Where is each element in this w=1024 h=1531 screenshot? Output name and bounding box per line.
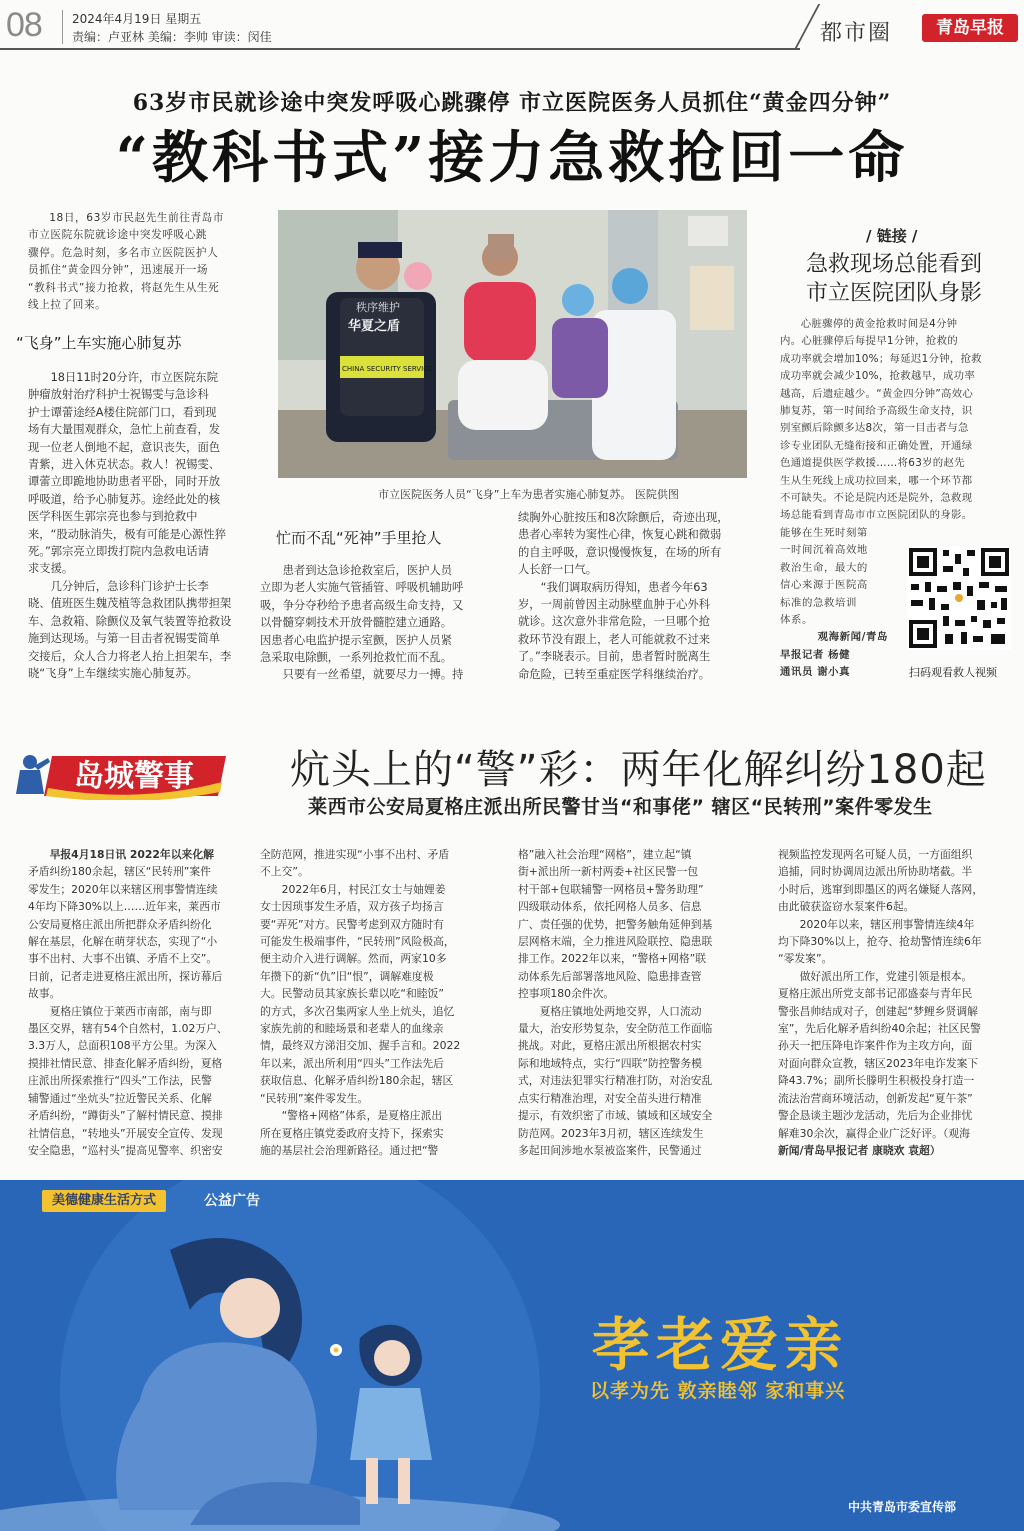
body-line: 不上交”。	[260, 865, 309, 879]
body-line: 晓“飞身”上车继续实施心肺复苏。	[28, 666, 198, 680]
body-line: 青紫，进入休克状态。救人！祝锡雯、	[28, 458, 221, 472]
body-line: 室”，先后化解矛盾纠纷40余起；社区民警	[778, 1022, 981, 1036]
ad-slogan: 以孝为先 敦亲睦邻 家和事兴	[590, 1380, 846, 1402]
sidebar-label: / 链接 /	[866, 227, 918, 245]
qr-code[interactable]	[907, 546, 1011, 650]
body-line: 来，“股动脉消失，极有可能是心源性猝	[28, 527, 226, 541]
sidebar-line: 信心来源于医院高	[780, 579, 868, 592]
sidebar-line: 心脏骤停的黄金抢救时间是4分钟	[800, 318, 958, 330]
photo-caption: 市立医院医务人员“飞身”上车为患者实施心肺复苏。 医院供图	[378, 488, 679, 501]
sidebar-line: 不可缺失。不论是院内还是院外，急救现	[780, 492, 973, 505]
story1-lead	[28, 210, 234, 314]
story2-deck: 莱西市公安局夏格庄派出所民警甘当“和事佬” 辖区“民转刑”案件零发生	[308, 796, 933, 818]
body-line: 大。民警动员其家族长辈以吃“和睦饭”	[260, 987, 444, 1001]
body-line: 流法治营商环境活动，创新发起“夏午茶”	[778, 1091, 973, 1105]
ad-tag-2: 公益广告	[204, 1193, 260, 1209]
lead-line: 线上拉了回来。	[28, 299, 107, 312]
brand-logo: 青岛早报	[922, 14, 1018, 42]
byline-line: 通讯员 谢小真	[780, 666, 851, 679]
body-line: “我们调取病历得知，患者今年63	[540, 580, 708, 594]
body-line: 2020年以来，辖区刑事警情连续4年	[799, 917, 975, 931]
body-line: 事不出村、大事不出镇、矛盾不上交”。	[28, 952, 218, 966]
body-line: 庄派出所探索推行“四头”工作法，民警	[28, 1074, 212, 1088]
sidebar-title-line-1: 急救现场总能看到	[806, 252, 983, 277]
body-line: 墨区交界，辖有54个自然村，1.02万户、	[28, 1022, 228, 1036]
body-line: 挑战。对此，夏格庄派出所根据农村实	[518, 1039, 702, 1053]
body-line: 降43.7%；副所长滕明生积极投身打造一	[778, 1074, 975, 1088]
sidebar-line: 成功率就会减少10%，抢救越早，成功率	[780, 370, 976, 383]
body-line: 吸，争分夺秒给予患者高级生命支持，又	[260, 598, 464, 612]
story2-column-2	[260, 846, 492, 1159]
sidebar-line: 别室颤后除颤多达8次，第一目击者与急	[780, 422, 969, 435]
body-line: 四级联动体系，依托网格人员多、信息	[518, 900, 702, 914]
body-line: 公安局夏格庄派出所把群众矛盾纠纷化	[28, 917, 212, 931]
ad-tag: 美德健康生活方式	[42, 1190, 166, 1212]
story1-column-2	[260, 562, 492, 684]
body-line: 多起田间涉地水泵被盗案件，民警通过	[518, 1143, 702, 1157]
story2-column-4	[778, 846, 1022, 1159]
body-line: 18日11时20分许，市立医院东院	[50, 371, 218, 384]
vest-top-text: 秩序维护	[356, 301, 400, 314]
sidebar-line: 色通道提供医学救援……将63岁的赵先	[780, 457, 965, 470]
body-line: 的方式，多次召集两家人坐上炕头，追忆	[260, 1004, 455, 1018]
sidebar-body-narrow	[780, 525, 898, 682]
ad-title: 孝老爱亲	[592, 1311, 849, 1379]
body-line: 提示，有效织密了市域、镇域和区域安全	[518, 1109, 713, 1123]
body-line: 施的基层社会治理新路径。通过把“警	[260, 1143, 439, 1157]
body-line: 可能发生极端事件，“民转刑”风险极高，	[260, 935, 455, 949]
body-line: 做好派出所工作，党建引领是根本。	[799, 969, 973, 983]
body-line: 谭蕾立即跪地协助患者平卧，同时开放	[28, 475, 221, 489]
body-line: 患者到达急诊抢救室后，医护人员	[282, 564, 453, 577]
sidebar-line: 一时间沉着高效地	[780, 544, 868, 557]
body-line: 控事项180余件次。	[518, 987, 615, 1001]
body-line: 警张昌帅结成对子，创建起“梦鲤乡贤调解	[778, 1004, 978, 1018]
body-line: 女士因琐事发生矛盾，双方孩子均扬言	[260, 900, 444, 914]
body-line: 追捕，同时协调周边派出所协助堵截。半	[778, 865, 973, 879]
body-line: 呼吸道，给予心肺复苏。途经此处的核	[28, 492, 221, 506]
body-line: 晓、值班医生魏茂植等急救团队携带担架	[28, 597, 232, 611]
body-line: 量大，治安形势复杂，安全防范工作面临	[518, 1022, 713, 1036]
header-divider	[62, 10, 63, 44]
body-line: “零发案”。	[778, 952, 833, 966]
body-line: 命危险，已转至重症医学科继续治疗。	[518, 667, 711, 681]
lead-line: 18日，63岁市民赵先生前往青岛市	[49, 212, 225, 224]
header-rule	[0, 48, 800, 50]
body-line: 人长舒一口气。	[518, 563, 598, 577]
body-line: 摸排社情民意、排查化解矛盾纠纷，夏格	[28, 1056, 223, 1070]
body-line: 2022年6月，村民江女士与妯娌姜	[281, 882, 446, 896]
body-line: 肿瘤放射治疗科护士祝锡雯与急诊科	[28, 388, 209, 402]
body-line: 际和地域特点，实行“四联”防控警务模	[518, 1056, 702, 1070]
body-line: 点实行精准治理，对安全苗头进行精准	[518, 1091, 702, 1105]
body-line: 年以来，派出所利用“四头”工作法先后	[260, 1056, 444, 1070]
body-line: 交接后，众人合力将老人抬上担架车，李	[28, 649, 232, 663]
byline-line: 观海新闻/青岛	[817, 631, 888, 644]
column-badge	[8, 748, 230, 800]
body-line: 医学科医生郭宗亮也参与到抢救中	[28, 510, 198, 524]
story1-subhead-2: 忙而不乱“死神”手里抢人	[276, 529, 442, 547]
sidebar-line: 生从生死线上成功拉回来，哪一个环节都	[780, 474, 973, 487]
body-line: 岁，一周前曾因主动脉壁血肿于心外科	[518, 598, 711, 612]
story1-kicker: 63岁市民就诊途中突发呼吸心跳骤停 市立医院医务人员抓住“黄金四分钟”	[132, 90, 892, 116]
body-line: 日前，记者走进夏格庄派出所，探访幕后	[28, 969, 223, 983]
body-line: 了。”李晓表示。目前，患者暂时脱离生	[518, 650, 711, 664]
rescue-photo	[278, 210, 747, 478]
body-line: 广、责任强的优势，把警务触角延伸到基	[518, 917, 713, 931]
body-line: 动体系先后部署落地风险、隐患排查管	[518, 969, 702, 983]
body-line: 的自主呼吸，意识慢慢恢复，在场的所有	[518, 545, 722, 559]
lead-line: 市立医院东院就诊途中突发呼吸心跳	[28, 229, 208, 242]
sidebar-line: 肺复苏，第一时间给予高级生命支持，识	[780, 405, 973, 418]
qr-caption: 扫码观看救人视频	[909, 666, 997, 679]
sidebar-title-line-2: 市立医院团队身影	[806, 281, 983, 306]
sidebar-line: 标准的急救培训	[780, 596, 857, 609]
body-line: 故事。	[28, 987, 61, 1001]
sidebar-line: 越高，后遗症越少。“黄金四分钟”高效心	[780, 387, 974, 400]
story1-column-3	[518, 509, 752, 683]
byline-line: 早报记者 杨健	[780, 648, 851, 661]
body-line: 现一位老人倒地不起，意识丧失，面色	[28, 440, 221, 454]
body-line: 立即为老人实施气管插管、呼吸机辅助呼	[260, 581, 464, 595]
body-line: 街+派出所一新村两委+社区民警一包	[518, 865, 699, 879]
story2-headline: 炕头上的“警”彩：两年化解纠纷180起	[290, 747, 987, 793]
sidebar-body	[780, 316, 1022, 525]
body-line: 警企恳谈主题沙龙活动，先后为企业排忧	[778, 1109, 973, 1123]
public-service-ad	[0, 1180, 1024, 1531]
vest-band-text: CHINA SECURITY SERVICE	[342, 365, 433, 373]
body-line: 急采取电除颤，一系列抢救忙而不乱。	[260, 651, 453, 665]
sidebar-line: 诊专业团队无缝衔接和正确处置，开通绿	[780, 439, 973, 452]
header-slant-decoration	[774, 4, 820, 50]
column-badge-text: 岛城警事	[74, 759, 194, 794]
body-line: 车、急救箱、除颤仪及氧气装置等抢救设	[28, 614, 232, 628]
body-line: 求支援。	[28, 562, 74, 576]
body-line: 场有大量围观群众，急忙上前查看，发	[28, 423, 221, 437]
body-line: 小时后，逃窜到即墨区的两名嫌疑人落网，	[778, 882, 984, 896]
body-line: 格”融入社会治理“网格”，建立起“镇	[518, 848, 692, 861]
body-line: 只要有一丝希望，就要尽力一搏。持	[282, 668, 464, 682]
body-line: 解难30余次，赢得企业广泛好评。（观海	[778, 1126, 970, 1140]
body-line: 夏格庄镇地处两地交界，人口流动	[539, 1004, 702, 1018]
sidebar-line: 成功率就会增加10%；每延迟1分钟，抢救	[780, 352, 982, 365]
body-line: “民转刑”案件零发生。	[260, 1091, 369, 1105]
section-name: 都市圈	[820, 21, 893, 46]
sidebar-line: 内。心脏骤停后每提早1分钟，抢救的	[780, 335, 958, 348]
body-line: 由此破获盗窃水泵案件6起。	[778, 900, 915, 914]
body-line: 护士谭蕾途经A楼住院部门口，看到现	[28, 405, 217, 419]
body-line: 年攒下的新“仇”旧“恨”，调解难度极	[260, 969, 434, 983]
body-line: 救环节没有跟上，老人可能就救不过来	[518, 632, 711, 646]
body-line: 死。”郭宗亮立即拨打院内急救电话请	[28, 545, 209, 559]
story1-subhead-1: “飞身”上车实施心肺复苏	[16, 334, 182, 352]
body-line: 就诊。这次意外非常危险，一旦哪个抢	[518, 615, 711, 629]
body-line: 以骨髓穿刺技术开放骨髓腔建立通路。	[260, 616, 453, 630]
body-line: 矛盾纠纷180余起，辖区“民转刑”案件	[28, 865, 211, 879]
body-line: 对面向群众宣教，辖区2023年电诈发案下	[778, 1056, 979, 1070]
rescue-photo-illustration	[278, 210, 747, 478]
body-line: 3.3万人，总面积108平方公里。为深入	[28, 1039, 217, 1053]
body-line: 因患者心电监护提示室颤，医护人员紧	[260, 633, 453, 647]
ad-sponsor: 中共青岛市委宣传部	[848, 1500, 957, 1514]
body-line: 便主动介入进行调解。然而，两家10多	[260, 952, 447, 966]
body-line: 视频监控发现两名可疑人员，一方面组织	[778, 848, 973, 861]
body-line: 排工作。2022年以来，“警格+网格”联	[518, 952, 707, 966]
sidebar-line: 场总能看到青岛市市立医院团队的身影。	[780, 509, 973, 522]
body-line: 续胸外心脏按压和8次除颤后，奇迹出现，	[518, 511, 729, 524]
body-line: 夏格庄镇位于莱西市南部，南与即	[49, 1004, 212, 1018]
body-line: 辅警通过“坐炕头”拉近警民关系、化解	[28, 1091, 212, 1105]
ad-illustration	[0, 1180, 1024, 1531]
body-line: 村干部+包联辅警一网格员+警务助理”	[518, 882, 704, 896]
page-number: 08	[6, 6, 42, 44]
body-line: 解在基层，化解在萌芽状态，实现了“小	[28, 935, 218, 949]
body-line: 4年均下降30%以上……近年来，莱西市	[28, 900, 221, 914]
body-line: 施到达现场。与第一目击者祝锡雯简单	[28, 632, 221, 646]
column-badge-graphic	[8, 748, 230, 800]
body-line: 均下降30%以上，抢夺、抢劫警情连续6年	[778, 935, 982, 949]
body-line: 所在夏格庄镇党委政府支持下，探索实	[260, 1126, 444, 1140]
lead-line: 员抓住“黄金四分钟”，迅速展开一场	[28, 264, 209, 277]
story1-headline: “教科书式”接力急救抢回一命	[115, 125, 909, 191]
body-line: 防范网。2023年3月初，辖区连续发生	[518, 1126, 704, 1140]
body-line: 矛盾纠纷，“蹲街头”了解村情民意、摸排	[28, 1109, 223, 1123]
sidebar-line: 能够在生死时刻第	[780, 527, 868, 539]
editorial-staff: 责编：卢亚林 美编：李帅 审读：闵佳	[72, 30, 272, 44]
body-line: 层网格末端，全力推进风险联控、隐患联	[518, 935, 713, 949]
story2-column-1	[28, 846, 232, 1159]
body-line: 家族先前的和睦场景和老辈人的血缘亲	[260, 1022, 444, 1036]
story1-column-1	[28, 369, 234, 682]
body-line: 几分钟后，急诊科门诊护士长李	[50, 579, 209, 593]
body-line: 情，最终双方涕泪交加、握手言和。2022	[260, 1039, 461, 1053]
body-line: 要“弄死”对方。民警考虑到双方随时有	[260, 917, 444, 931]
body-line: 全防范网，推进实现“小事不出村、矛盾	[260, 848, 450, 861]
body-line: 患者心率转为窦性心律，恢复心跳和微弱	[518, 528, 722, 542]
lead-line: 骤停。危急时刻，多名市立医院医护人	[28, 246, 219, 259]
body-line: 式，对违法犯罪实行精准打防，对治安乱	[518, 1074, 713, 1088]
lead-line: “教科书式”接力抢救，将赵先生从生死	[28, 281, 220, 294]
qr-code-icon	[907, 546, 1011, 650]
sidebar-line: 体系。	[780, 614, 813, 627]
body-line: 早报4月18日讯 2022年以来化解	[49, 848, 214, 861]
body-line: 孙天一把压降电诈案件作为主攻方向，面	[778, 1039, 973, 1053]
body-line: 夏格庄派出所党支部书记邵盛泰与青年民	[778, 987, 973, 1001]
body-line: “警格+网格”体系，是夏格庄派出	[281, 1109, 443, 1123]
body-line: 获取信息、化解矛盾纠纷180余起，辖区	[260, 1074, 454, 1088]
vest-mid-text: 华夏之盾	[348, 319, 401, 334]
story2-column-3	[518, 846, 752, 1159]
body-line: 新闻/青岛早报记者 康晓欢 袁超）	[778, 1143, 941, 1157]
body-line: 零发生；2020年以来辖区刑事警情连续	[28, 882, 218, 896]
body-line: 安全隐患，“巡村头”提高见警率、织密安	[28, 1143, 223, 1157]
body-line: 社情信息，“转地头”开展安全宣传、发现	[28, 1126, 223, 1140]
sidebar-line: 救治生命，最大的	[780, 561, 868, 574]
issue-date: 2024年4月19日 星期五	[72, 12, 202, 26]
